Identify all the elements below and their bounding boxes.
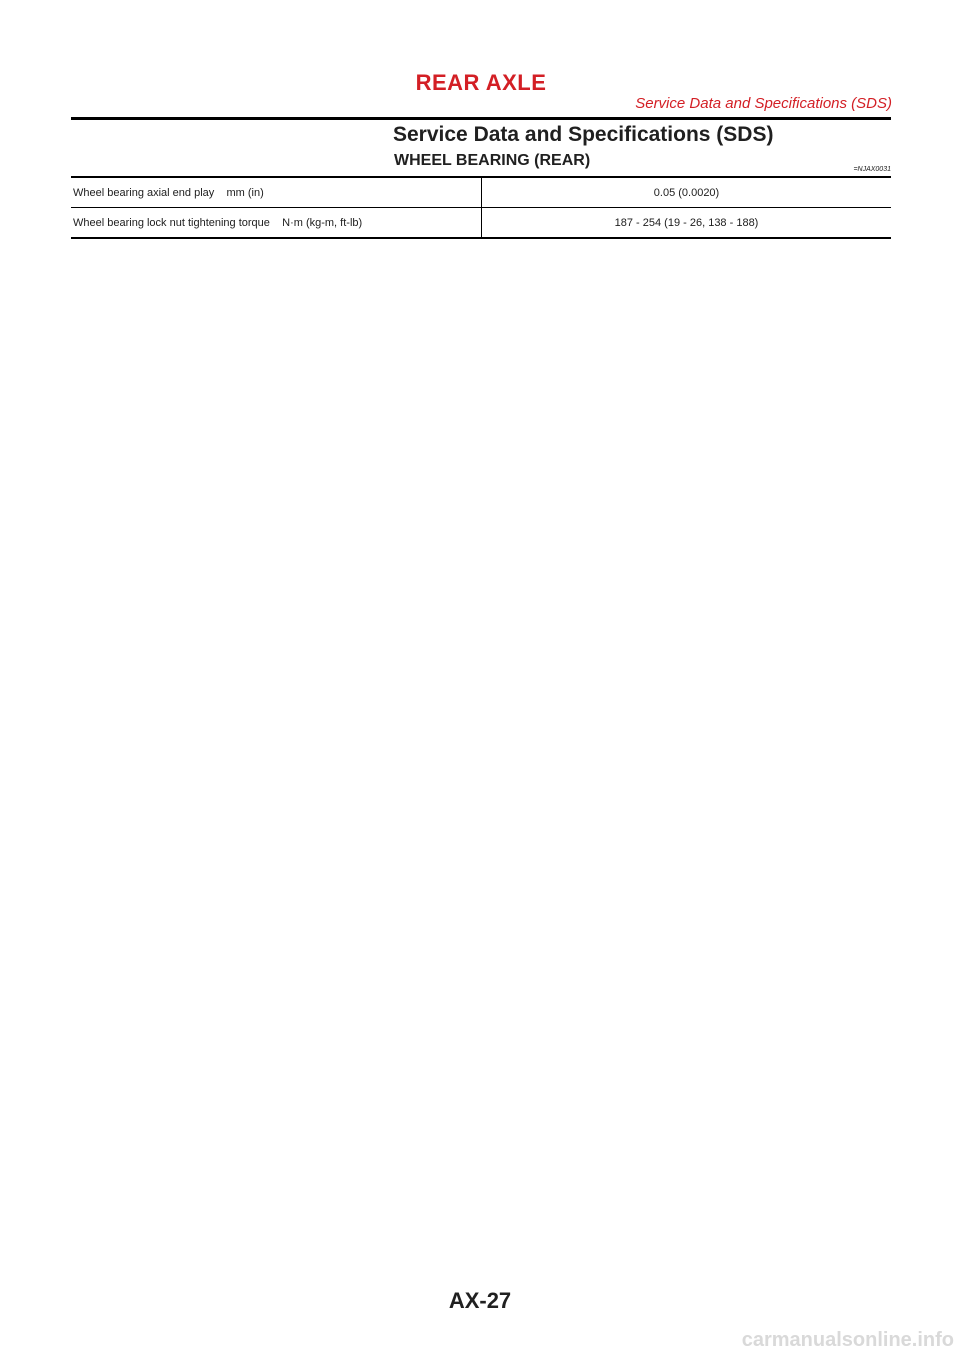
- site-watermark: carmanualsonline.info: [741, 1329, 954, 1351]
- page-header: [70, 70, 892, 96]
- chapter-title: REAR AXLE: [415, 70, 547, 95]
- header-divider: [71, 117, 891, 120]
- page-number: AX-27: [448, 1288, 512, 1313]
- chapter-subtitle: Service Data and Specifications (SDS): [635, 95, 892, 112]
- spec-item-value: 0.05 (0.0020): [653, 186, 720, 199]
- spec-item-label: Wheel bearing axial end play mm (in): [71, 177, 482, 208]
- table-row: [71, 208, 891, 239]
- specifications-table: [71, 176, 891, 239]
- subsection-title: WHEEL BEARING (REAR): [394, 152, 591, 169]
- table-row: [71, 177, 891, 208]
- section-title: Service Data and Specifications (SDS): [393, 123, 774, 146]
- spec-item-label: Wheel bearing lock nut tightening torque N·m (kg-m, ft-lb): [71, 208, 482, 239]
- reference-code: =NJAX0031: [853, 166, 891, 173]
- spec-item-value: 187 - 254 (19 - 26, 138 - 188): [482, 208, 892, 239]
